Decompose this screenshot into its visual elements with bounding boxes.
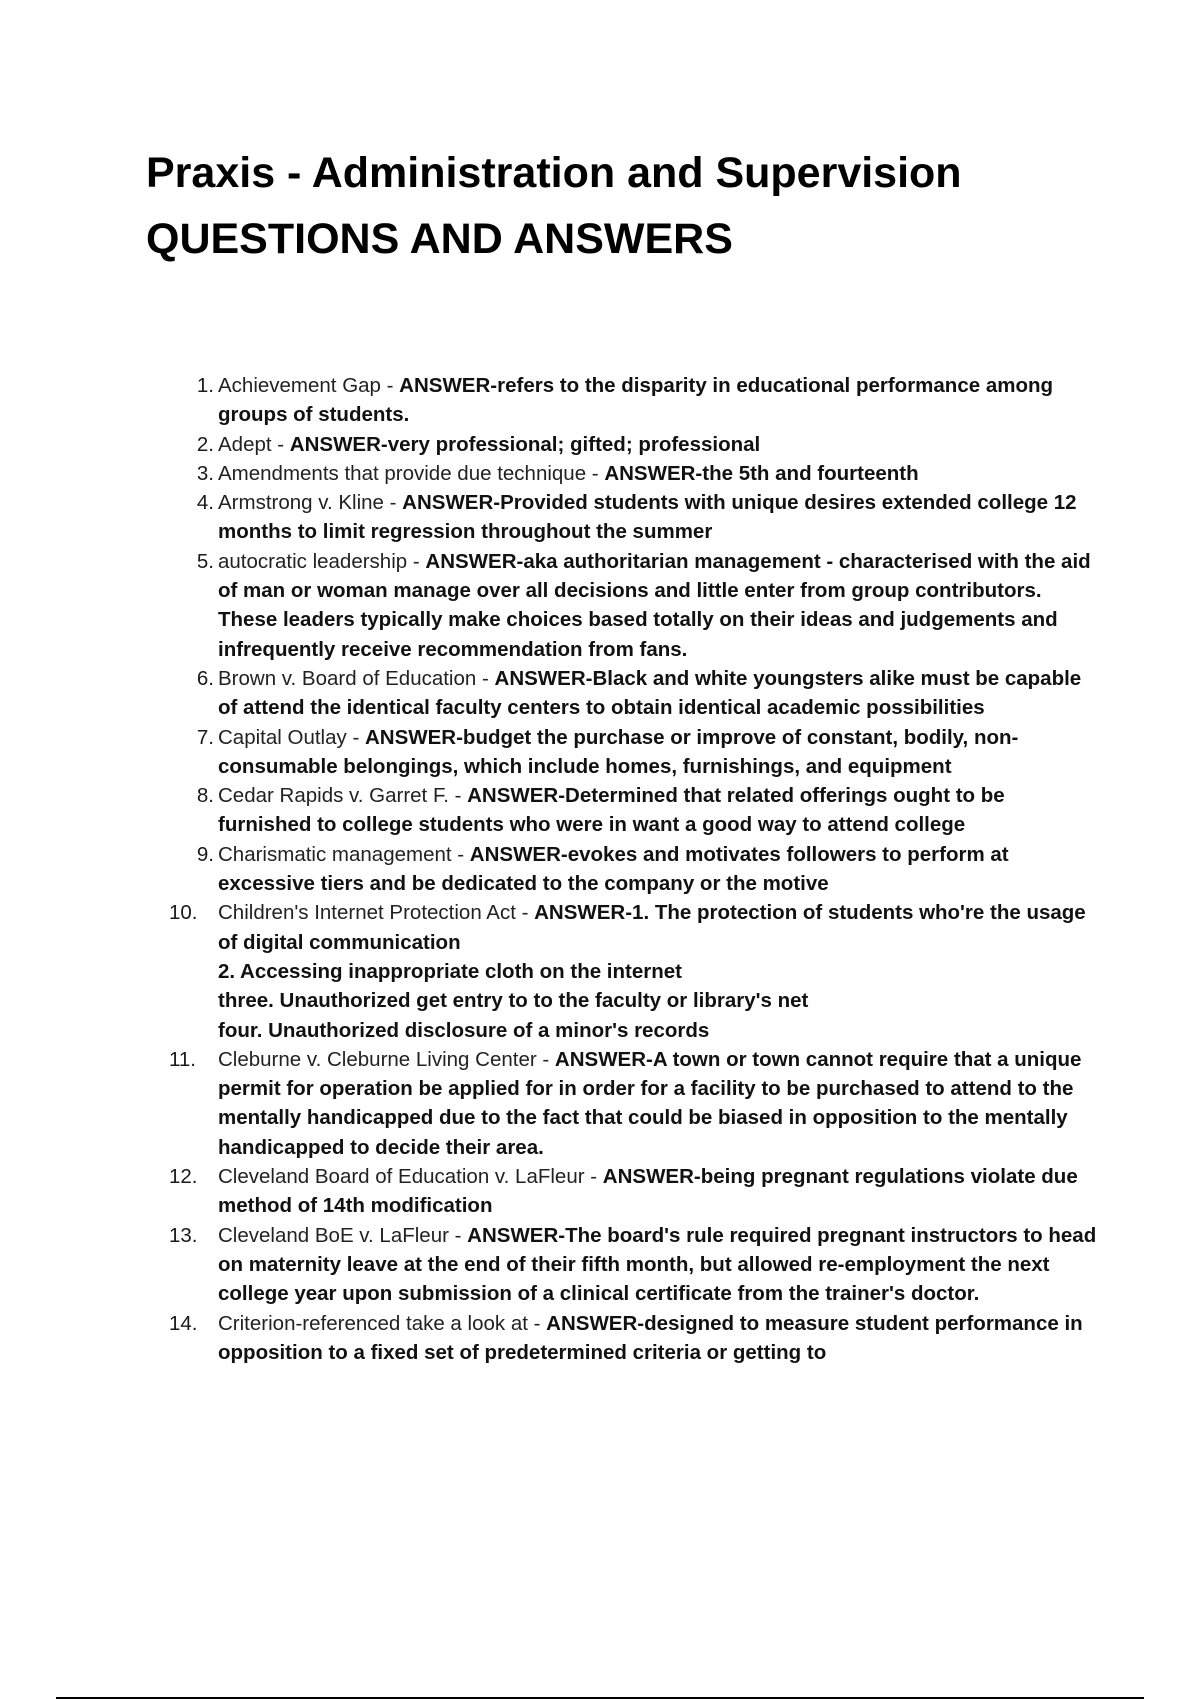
- qa-item-number: 1.: [196, 374, 214, 397]
- qa-item-term: autocratic leadership: [218, 549, 408, 573]
- qa-item-separator: -: [515, 901, 535, 925]
- qa-item-answer: ANSWER-refers to the disparity in educational performance among groups of students.: [218, 374, 1054, 427]
- qa-item: [180, 459, 1100, 488]
- qa-item-answer: ANSWER-very professional; gifted; professional: [289, 432, 761, 456]
- qa-item-number: 2.: [196, 432, 214, 456]
- qa-item-number: 7.: [196, 725, 214, 749]
- qa-item-term: Adept: [218, 432, 272, 456]
- qa-item-number: 6.: [196, 666, 214, 690]
- qa-item-separator: -: [383, 491, 403, 515]
- qa-item: [180, 488, 1100, 547]
- qa-item-term: Armstrong v. Kline: [218, 491, 384, 515]
- qa-item: [180, 547, 1100, 664]
- qa-item-separator: -: [448, 1223, 468, 1247]
- document-title-line-2: QUESTIONS AND ANSWERS: [146, 215, 733, 263]
- qa-item: [169, 898, 1100, 1044]
- qa-item-answer-line: 2. Accessing inappropriate cloth on the internet: [218, 959, 682, 983]
- qa-item-term: Cedar Rapids v. Garret F.: [218, 784, 449, 808]
- qa-item-term: Brown v. Board of Education: [218, 666, 477, 690]
- qa-item-separator: -: [584, 1165, 603, 1189]
- qa-item-term: Charismatic management: [218, 842, 452, 866]
- qa-item-answer-line: three. Unauthorized get entry to to the faculty or library's net: [218, 989, 809, 1013]
- qa-item-answer: ANSWER-the 5th and fourteenth: [604, 461, 919, 485]
- qa-item: [180, 371, 1100, 430]
- qa-item-term: Amendments that provide due technique: [218, 461, 587, 485]
- qa-item-term: Cleveland Board of Education v. LaFleur: [218, 1165, 585, 1189]
- qa-item-number: 9.: [196, 842, 214, 866]
- qa-item-answer: ANSWER-Black and white youngsters alike must be capable of attend the identical faculty centers to obtain identical academic possibilities: [218, 666, 1082, 720]
- qa-item-term: Cleveland BoE v. LaFleur: [218, 1223, 449, 1247]
- document-title-line-1: Praxis - Administration and Supervision: [146, 149, 962, 197]
- qa-item-separator: -: [346, 725, 365, 749]
- qa-item: [169, 1045, 1100, 1162]
- qa-item-term: Children's Internet Protection Act: [218, 901, 516, 925]
- qa-item-answer: ANSWER-The board's rule required pregnant instructors to head on maternity leave at the end of their fifth month, but allowed re-employment the next college year upon submission of a clinical certificate from the trainer's doctor.: [218, 1223, 1097, 1306]
- qa-item-number: 3.: [196, 461, 214, 485]
- qa-item-separator: -: [476, 666, 495, 690]
- qa-item-separator: -: [271, 432, 290, 456]
- qa-item-answer: ANSWER-budget the purchase or improve of constant, bodily, non-consumable belongings, which include homes, furnishings, and equipment: [218, 725, 1019, 778]
- qa-item-number: 12.: [169, 1165, 198, 1189]
- qa-item-number: 13.: [169, 1223, 198, 1247]
- qa-item: [180, 430, 1100, 459]
- qa-item-separator: -: [536, 1047, 555, 1071]
- footer-divider: [56, 1697, 1144, 1699]
- qa-item-answer: ANSWER-designed to measure student performance in opposition to a fixed set of predetermined criteria or getting to: [218, 1311, 1083, 1364]
- qa-item-number: 8.: [196, 784, 214, 808]
- qa-item-number: 14.: [169, 1311, 198, 1335]
- qa-item-number: 5.: [196, 549, 214, 573]
- qa-item-number: 10.: [169, 901, 198, 925]
- qa-item-term: Criterion-referenced take a look at: [218, 1311, 528, 1335]
- qa-item-separator: -: [448, 784, 468, 808]
- qa-item-term: Cleburne v. Cleburne Living Center: [218, 1047, 537, 1071]
- document-title: [146, 140, 962, 272]
- qa-item-separator: -: [380, 374, 400, 397]
- qa-item-answer: ANSWER-aka authoritarian management - characterised with the aid of man or woman manage over all decisions and little enter from group contributors. These leaders typically make choices based totally on their ideas and judgements and infrequently receive recommendation from fans.: [218, 549, 1091, 661]
- qa-item-answer: ANSWER-Determined that related offerings ought to be furnished to college students who were in want a good way to attend college: [218, 784, 1005, 837]
- qa-item: [180, 723, 1100, 782]
- qa-item-answer: ANSWER-1. The protection of students who're the usage of digital communication: [218, 901, 1086, 954]
- qa-item-separator: -: [527, 1311, 547, 1335]
- qa-item-number: 4.: [196, 491, 214, 515]
- qa-item-answer: ANSWER-being pregnant regulations violate due method of 14th modification: [218, 1165, 1078, 1218]
- qa-list: [169, 371, 1100, 1367]
- qa-item-separator: -: [407, 549, 426, 573]
- qa-item-separator: -: [586, 461, 605, 485]
- qa-item-number: 11.: [169, 1047, 196, 1071]
- qa-item: [180, 840, 1100, 899]
- qa-item: [180, 664, 1100, 723]
- qa-item-answer-line: four. Unauthorized disclosure of a minor's records: [218, 1018, 710, 1042]
- qa-item: [169, 1309, 1100, 1368]
- qa-item: [180, 781, 1100, 840]
- qa-item-answer: ANSWER-A town or town cannot require that a unique permit for operation be applied for in order for a facility to be purchased to attend to the mentally handicapped due to the fact that could be biased in opposition to the mentally handicapped to decide their area.: [218, 1047, 1082, 1159]
- qa-item-term: Achievement Gap: [218, 374, 381, 397]
- qa-item-answer: ANSWER-Provided students with unique desires extended college 12 months to limit regression throughout the summer: [218, 491, 1077, 544]
- qa-item: [169, 1162, 1100, 1221]
- qa-item: [169, 1221, 1100, 1309]
- qa-item-answer: ANSWER-evokes and motivates followers to perform at excessive tiers and be dedicated to the company or the motive: [218, 842, 1009, 896]
- qa-item-separator: -: [451, 842, 470, 866]
- qa-item-term: Capital Outlay: [218, 725, 347, 749]
